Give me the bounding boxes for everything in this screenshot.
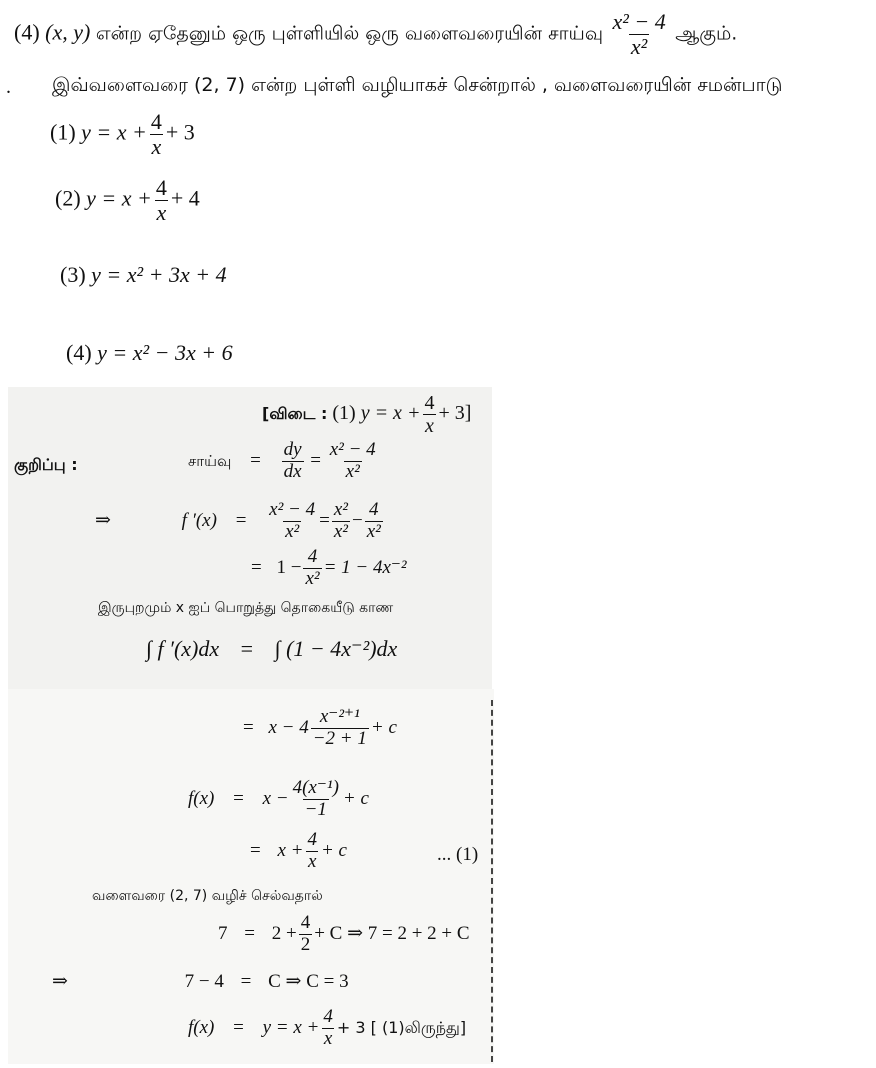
numerator: x² bbox=[333, 499, 348, 520]
option-expression: y = x² − 3x + 6 bbox=[97, 340, 233, 365]
step-3-fraction bbox=[311, 707, 369, 750]
answer-bracket bbox=[262, 392, 471, 437]
step-5-fraction bbox=[305, 830, 319, 873]
equals-sign: = bbox=[251, 556, 262, 578]
minus-sign: − bbox=[351, 509, 363, 531]
answer-denominator: x bbox=[424, 415, 434, 437]
question-number: (4) bbox=[14, 19, 40, 45]
question-text-a: என்ற ஏதேனும் ஒரு புள்ளியில் ஒரு வளைவரையின் சாய்வு bbox=[95, 22, 603, 45]
slope-fraction bbox=[328, 440, 378, 483]
option-expression: y = x² + 3x + 4 bbox=[91, 262, 227, 287]
numerator: x⁻²⁺¹ bbox=[319, 706, 360, 727]
step-2-lead: 1 − bbox=[276, 556, 302, 578]
question-line-1 bbox=[14, 10, 737, 59]
line-dot: . bbox=[6, 76, 11, 98]
step-6 bbox=[218, 913, 470, 956]
slope-numerator: x² − 4 bbox=[329, 439, 376, 460]
equation-reference-1: ... (1) bbox=[437, 844, 479, 865]
answer-lhs: y = x + bbox=[360, 402, 421, 425]
option-denominator: x bbox=[156, 200, 167, 226]
fprime-equation bbox=[95, 500, 385, 543]
option-4 bbox=[66, 340, 233, 366]
option-label: (1) bbox=[50, 119, 76, 145]
step-7-lhs: 7 − 4 bbox=[184, 971, 224, 992]
answer-numerator: 4 bbox=[424, 392, 435, 414]
step-5-lead: x + bbox=[277, 839, 304, 861]
option-numerator: 4 bbox=[150, 109, 162, 134]
passes-through-text: வளைவரை (2, 7) வழிச் செல்வதால் bbox=[92, 888, 323, 904]
step-4-lead: x − bbox=[262, 787, 289, 809]
implies-arrow: ⇒ bbox=[95, 509, 111, 531]
step-4-tail: + c bbox=[342, 787, 369, 809]
option-rhs: + 3 bbox=[165, 119, 195, 145]
option-fraction bbox=[149, 110, 164, 159]
denominator: x bbox=[323, 1027, 333, 1049]
step-3 bbox=[243, 707, 397, 750]
step-6-fraction bbox=[299, 913, 313, 956]
fprime-fraction-3 bbox=[365, 500, 383, 543]
numerator: 4 bbox=[369, 499, 379, 520]
equals-sign: = bbox=[310, 449, 321, 471]
denominator: x² bbox=[305, 567, 320, 589]
dy: dy bbox=[283, 439, 302, 460]
denominator: x bbox=[308, 850, 317, 872]
equals-sign: = bbox=[240, 636, 254, 661]
equals-sign: = bbox=[235, 509, 247, 531]
equals-sign: = bbox=[243, 716, 254, 738]
equals-sign: = bbox=[233, 787, 244, 809]
implies-arrow: ⇒ bbox=[52, 971, 68, 992]
option-1 bbox=[50, 110, 195, 159]
step-8-tail: + 3 [ (1)லிருந்து] bbox=[336, 1017, 467, 1037]
question-slope-denominator: x² bbox=[630, 34, 648, 60]
question-text-b: ஆகும். bbox=[675, 22, 738, 45]
answer-label: [விடை : bbox=[262, 404, 328, 424]
integral-lhs: ∫ f ′(x)dx bbox=[146, 636, 220, 661]
step-6-lhs: 7 bbox=[218, 922, 228, 944]
equals-sign: = bbox=[244, 922, 255, 944]
answer-fraction bbox=[422, 392, 436, 437]
equals-sign: = bbox=[250, 449, 261, 471]
numerator: 4(x⁻¹) bbox=[292, 777, 339, 798]
denominator: 2 bbox=[300, 933, 311, 955]
numerator: 4 bbox=[307, 829, 317, 850]
step-3-lead: x − 4 bbox=[268, 716, 309, 738]
answer-rhs: + 3] bbox=[438, 402, 472, 425]
option-lhs: y = x + bbox=[86, 185, 152, 211]
fprime-fraction-2 bbox=[332, 500, 350, 543]
denominator: x² bbox=[285, 520, 300, 542]
step-6-lead: 2 + bbox=[271, 922, 297, 944]
question-line-2: இவ்வளைவரை (2, 7) என்ற புள்ளி வழியாகச் சென்றால் , வளைவரையின் சமன்பாடு bbox=[52, 74, 783, 96]
equals-sign: = bbox=[233, 1016, 244, 1038]
fprime: f ′(x) bbox=[181, 509, 217, 531]
fx: f(x) bbox=[188, 787, 215, 809]
step-5-tail: + c bbox=[320, 839, 347, 861]
step-7-rhs: C ⇒ C = 3 bbox=[268, 971, 349, 992]
fprime-fraction-1 bbox=[267, 500, 317, 543]
equals-sign: = bbox=[240, 971, 252, 992]
equals-sign: = bbox=[319, 509, 330, 531]
step-4-fraction bbox=[291, 778, 341, 821]
numerator: x² − 4 bbox=[269, 499, 316, 520]
denominator: x² bbox=[366, 520, 381, 542]
numerator: 4 bbox=[300, 912, 311, 933]
option-rhs: + 4 bbox=[170, 185, 200, 211]
integrate-instruction: இருபுறமும் x ஐப் பொறுத்து தொகையீடு காண bbox=[98, 600, 394, 616]
dx: dx bbox=[283, 460, 302, 482]
question-slope-numerator: x² − 4 bbox=[612, 9, 666, 34]
dy-dx-fraction bbox=[282, 440, 304, 483]
slope-word: சாய்வு bbox=[188, 451, 232, 470]
note-label: குறிப்பு : bbox=[14, 455, 78, 474]
step-6-tail: + C ⇒ 7 = 2 + 2 + C bbox=[314, 922, 470, 944]
option-2 bbox=[55, 176, 200, 225]
answer-choice: (1) bbox=[332, 402, 356, 425]
option-label: (4) bbox=[66, 340, 92, 365]
option-denominator: x bbox=[151, 134, 162, 160]
option-3 bbox=[60, 262, 227, 288]
fx: f(x) bbox=[188, 1016, 215, 1038]
step-2 bbox=[251, 547, 407, 590]
step-8-lead: y = x + bbox=[262, 1016, 320, 1038]
denominator: x² bbox=[333, 520, 348, 542]
integral-rhs: ∫ (1 − 4x⁻²)dx bbox=[274, 636, 398, 661]
denominator: −1 bbox=[304, 798, 327, 820]
step-7 bbox=[52, 970, 349, 993]
step-5 bbox=[250, 830, 347, 873]
step-8 bbox=[188, 1007, 466, 1050]
question-slope-fraction bbox=[611, 10, 668, 59]
step-4 bbox=[188, 778, 369, 821]
step-8-fraction bbox=[321, 1007, 335, 1050]
option-label: (3) bbox=[60, 262, 86, 287]
slope-equation bbox=[188, 440, 380, 483]
numerator: 4 bbox=[323, 1006, 333, 1027]
integral-equation bbox=[146, 636, 397, 662]
equals-sign: = bbox=[250, 839, 261, 861]
numerator: 4 bbox=[307, 546, 318, 567]
step-3-tail: + c bbox=[370, 716, 397, 738]
step-2-fraction bbox=[303, 547, 321, 590]
option-lhs: y = x + bbox=[81, 119, 147, 145]
question-point: (x, y) bbox=[45, 19, 91, 45]
option-label: (2) bbox=[55, 185, 81, 211]
slope-denominator: x² bbox=[345, 460, 360, 482]
dashed-margin-line bbox=[491, 700, 493, 1062]
option-fraction bbox=[154, 176, 169, 225]
step-2-rhs: = 1 − 4x⁻² bbox=[323, 556, 407, 578]
denominator: −2 + 1 bbox=[312, 727, 367, 749]
option-numerator: 4 bbox=[155, 175, 167, 200]
